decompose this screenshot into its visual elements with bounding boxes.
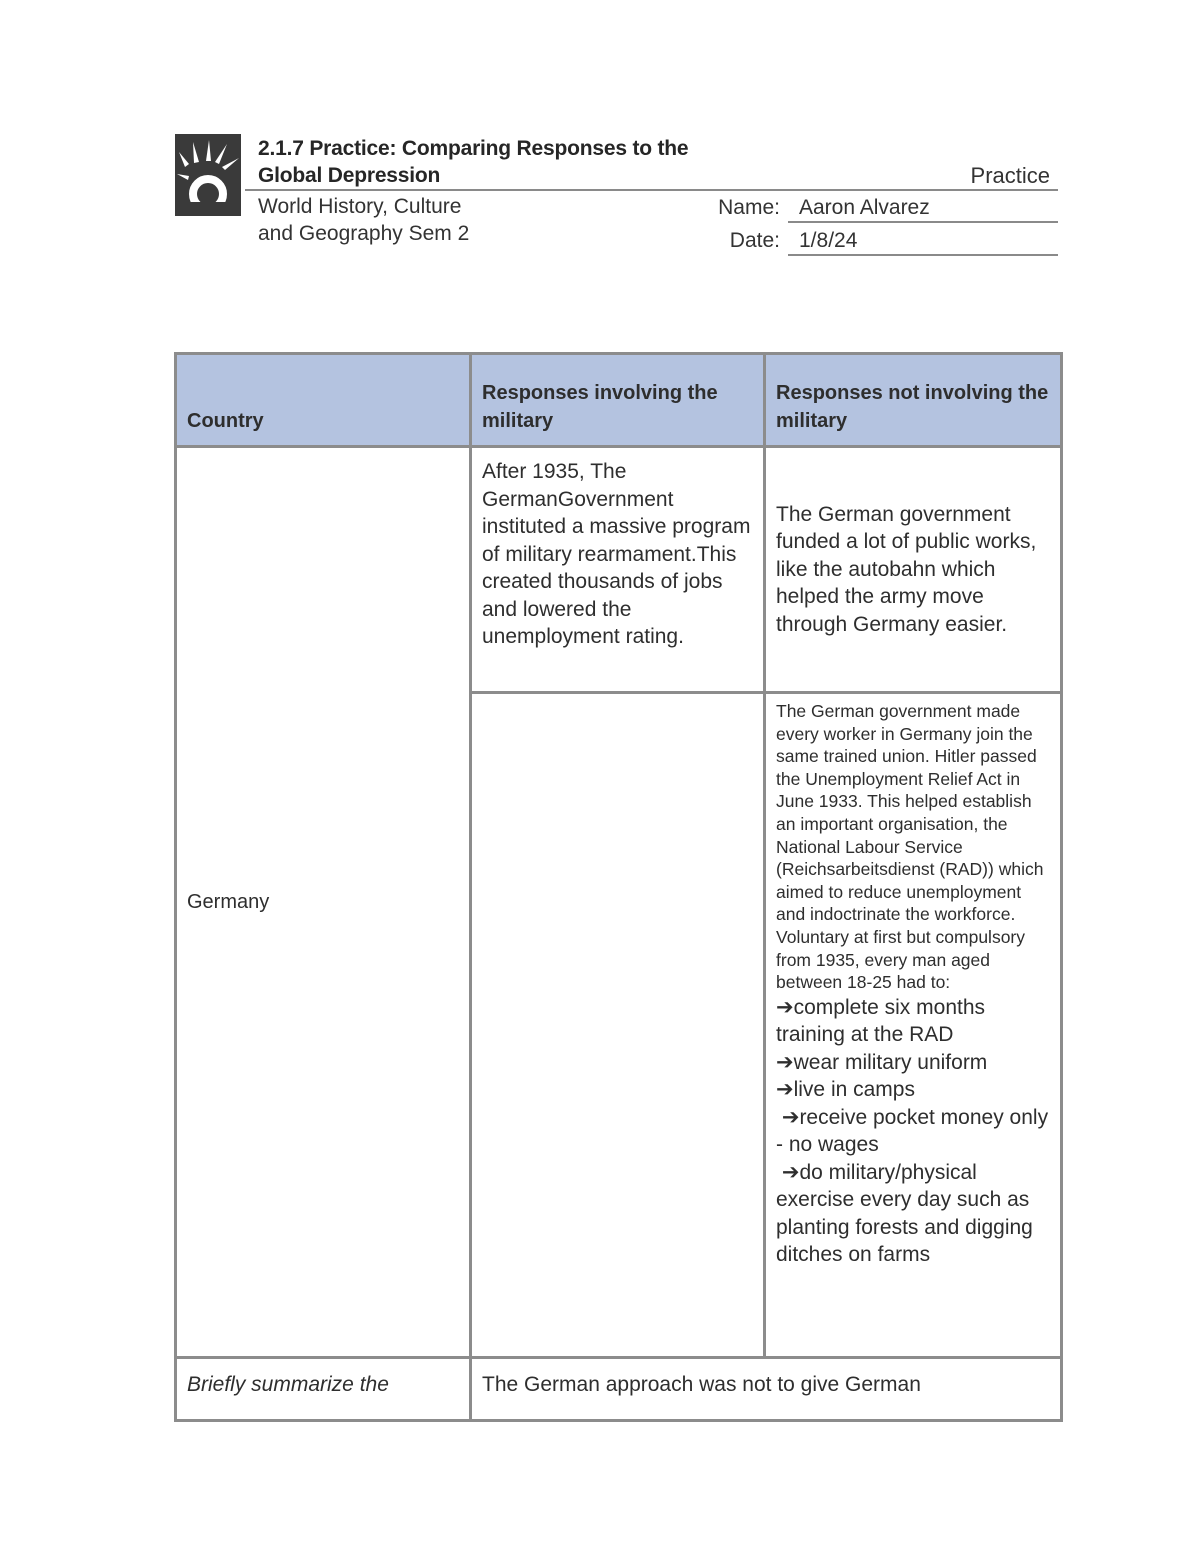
date-field[interactable]: 1/8/24 bbox=[799, 229, 858, 252]
table-header-row bbox=[176, 354, 1062, 447]
non-military-response-cell-detailed[interactable] bbox=[765, 693, 1062, 1358]
military-response-cell-empty[interactable] bbox=[471, 693, 765, 1358]
course-line-1: World History, Culture bbox=[258, 195, 462, 218]
rad-requirements-list bbox=[776, 994, 1054, 1269]
sunburst-logo-icon bbox=[175, 134, 241, 216]
list-item: ➔do military/physical exercise every day such as planting forests and digging ditches on farms bbox=[776, 1160, 1039, 1267]
table-row bbox=[176, 1358, 1062, 1421]
list-item: ➔complete six months training at the RAD bbox=[776, 995, 986, 1047]
header-country: Country bbox=[176, 354, 471, 447]
list-item: ➔live in camps bbox=[776, 1078, 915, 1102]
document-title bbox=[258, 135, 688, 189]
header-divider bbox=[245, 189, 1058, 191]
responses-table bbox=[174, 352, 1060, 1422]
name-label: Name: bbox=[718, 196, 780, 219]
document-type: Practice bbox=[970, 163, 1050, 188]
date-underline bbox=[788, 254, 1058, 256]
summary-answer[interactable]: The German approach was not to give German bbox=[471, 1358, 1062, 1421]
title-line-2: Global Depression bbox=[258, 164, 441, 187]
list-item: ➔receive pocket money only - no wages bbox=[776, 1105, 1054, 1157]
country-cell[interactable]: Germany bbox=[176, 447, 471, 1358]
header-non-military: Responses not involving the military bbox=[765, 354, 1062, 447]
name-underline bbox=[788, 221, 1058, 223]
course-name bbox=[258, 193, 469, 247]
table-row bbox=[176, 447, 1062, 693]
rad-description: The German government made every worker in Germany join the same trained union. Hitler passed the Unemployment Relief Act in June 1933. This helped establish an important organisation, the National Labour Service (Reichsarbeitsdienst (RAD)) which aimed to reduce unemployment and indoctrinate the workforce. Voluntary at first but compulsory from 1935, every man aged between 18-25 had to: bbox=[776, 701, 1044, 993]
header-military: Responses involving the military bbox=[471, 354, 765, 447]
date-label: Date: bbox=[729, 229, 780, 252]
summary-prompt: Briefly summarize the bbox=[176, 1358, 471, 1421]
course-line-2: and Geography Sem 2 bbox=[258, 222, 470, 245]
title-line-1: 2.1.7 Practice: Comparing Responses to the bbox=[258, 137, 689, 160]
non-military-response-cell[interactable]: The German government funded a lot of public works, like the autobahn which helped the army move through Germany easier. bbox=[765, 447, 1062, 693]
military-response-cell[interactable]: After 1935, The GermanGovernment instituted a massive program of military rearmament.This created thousands of jobs and lowered the unemployment rating. bbox=[471, 447, 765, 693]
name-field[interactable]: Aaron Alvarez bbox=[799, 196, 930, 219]
list-item: ➔wear military uniform bbox=[776, 1050, 988, 1074]
